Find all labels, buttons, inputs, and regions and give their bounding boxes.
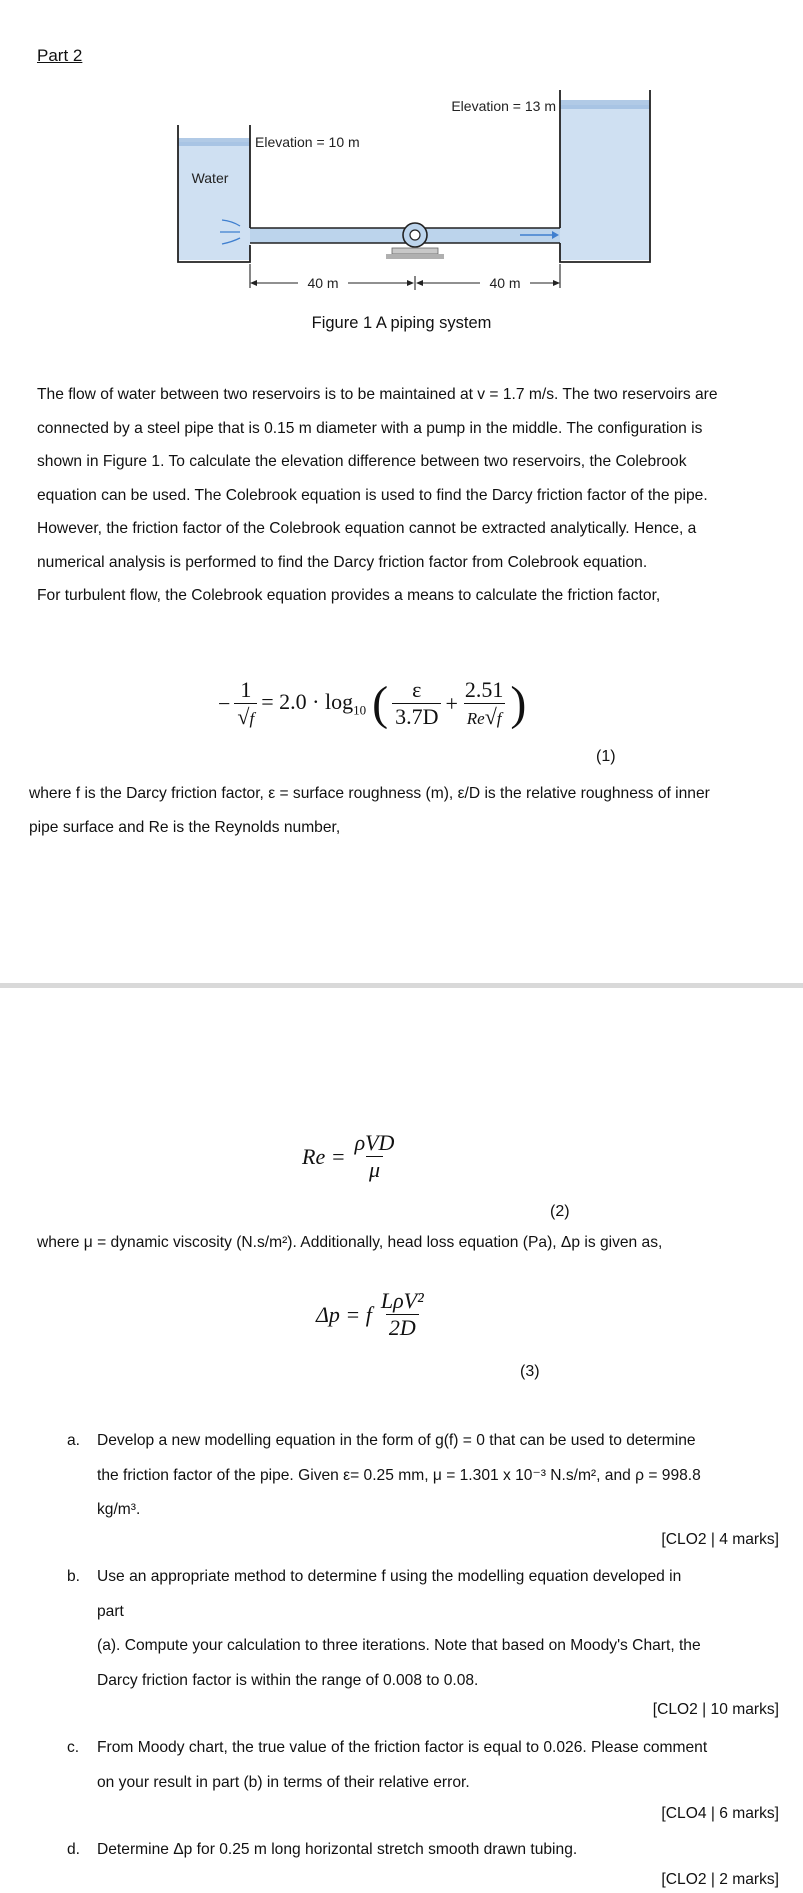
question-line: the friction factor of the pipe. Given ε= 0.25 mm, μ = 1.301 x 10⁻³ N.s/m², and ρ = 998.8 [97,1466,701,1484]
left-reservoir-water [178,142,250,260]
eq3-fraction [378,1288,427,1341]
intro-line: The flow of water between two reservoirs is to be maintained at v = 1.7 m/s. The two reservoirs are [37,386,718,403]
eq3-lhs: Δp = f [316,1301,372,1327]
question-line: Develop a new modelling equation in the form of g(f) = 0 that can be used to determine [97,1432,696,1449]
question-line: From Moody chart, the true value of the friction factor is equal to 0.026. Please comment [97,1739,708,1756]
question-d-marks: [CLO2 | 2 marks] [661,1871,779,1888]
eq1-coef-text: = 2.0 · log [261,688,354,714]
equation-number-3: (3) [520,1363,540,1380]
question-a-text [97,1424,777,1528]
right-reservoir-water [560,105,650,260]
eq2-numerator: ρVD [354,1130,395,1155]
where-line: pipe surface and Re is the Reynolds number, [29,819,341,836]
eq1-term2 [462,677,507,730]
intro-line: connected by a steel pipe that is 0.15 m diameter with a pump in the middle. The configuration is [37,419,703,437]
question-b-marks: [CLO2 | 10 marks] [652,1701,779,1718]
question-line: part [97,1602,124,1620]
question-line: on your result in part (b) in terms of their relative error. [97,1773,470,1791]
left-elevation-label: Elevation = 10 m [255,134,360,150]
eq1-close-paren: ) [510,677,527,730]
intro-line: For turbulent flow, the Colebrook equation provides a means to calculate the friction factor, [37,587,661,604]
question-c-marks: [CLO4 | 6 marks] [661,1805,779,1822]
question-b-letter: b. [67,1568,81,1585]
colebrook-equation: − $\frac{1}{√f}$ = $2.0 \cdot \log_{10}$ ( $\frac{\varepsilon}{3.7D}$ + $\frac{2.51}{Re√f}$ ) [218,677,527,730]
water-label: Water [191,170,229,186]
question-a-marks: [CLO2 | 4 marks] [661,1531,779,1548]
question-line: Darcy friction factor is within the range of 0.008 to 0.08. [97,1671,479,1689]
eq1-term1-denominator: 3.7D [392,703,441,730]
eq1-term2-denominator: Re√f [464,703,505,730]
question-c-text [97,1731,777,1800]
question-line: kg/m³. [97,1501,141,1518]
question-line: Determine Δp for 0.25 m long horizontal stretch smooth drawn tubing. [97,1841,578,1858]
eq2-fraction [352,1130,398,1183]
section-title: Part 2 [37,46,83,65]
left-dimension-label: 40 m [307,275,339,291]
question-d-text [97,1833,777,1868]
pump-stand [386,254,444,259]
eq1-coefficient [261,689,366,718]
question-a-letter: a. [67,1432,81,1449]
eq1-log-base: 10 [353,702,367,718]
question-d-letter: d. [67,1841,81,1858]
question-line: (a). Compute your calculation to three iterations. Note that based on Moody's Chart, the [97,1637,701,1654]
eq1-lhs-denominator: √f [234,703,257,730]
intro-paragraph [37,378,779,613]
intro-line: shown in Figure 1. To calculate the elevation difference between two reservoirs, the Colebrook [37,453,687,470]
left-water-surface [178,138,250,146]
eq1-term1-numerator: ε [412,677,422,702]
equation-number-1: (1) [596,748,616,765]
reynolds-equation [302,1130,397,1183]
eq1-term2-numerator: 2.51 [464,677,504,702]
right-dimension-label: 40 m [489,275,521,291]
eq3-numerator: LρV² [380,1288,424,1313]
equation-number-2: (2) [550,1203,570,1220]
head-loss-equation [316,1288,427,1341]
where-paragraph-1 [29,777,784,845]
eq1-plus: + [445,690,458,716]
intro-line: equation can be used. The Colebrook equation is used to find the Darcy friction factor of the pipe. [37,486,708,504]
pump-base [392,248,438,254]
figure-caption: Figure 1 A piping system [311,314,492,332]
where-line: where f is the Darcy friction factor, ε = surface roughness (m), ε/D is the relative roughness of inner [29,785,710,802]
piping-system-figure [160,80,660,310]
eq1-lhs-numerator: 1 [240,677,252,702]
eq1-lhs-fraction [234,677,257,730]
right-water-surface [560,100,650,109]
eq2-denominator: μ [366,1156,383,1183]
question-line: Use an appropriate method to determine f using the modelling equation developed in [97,1568,682,1585]
where-paragraph-2: where μ = dynamic viscosity (N.s/m²). Additionally, head loss equation (Pa), Δp is given as, [37,1234,663,1251]
page-divider [0,983,803,988]
right-elevation-label: Elevation = 13 m [451,98,556,114]
eq1-term1 [392,677,441,730]
question-c-letter: c. [67,1739,80,1756]
eq1-open-paren: ( [372,677,389,730]
intro-line: numerical analysis is performed to find the Darcy friction factor from Colebrook equation. [37,553,648,571]
eq3-denominator: 2D [386,1314,419,1341]
intro-line: However, the friction factor of the Colebrook equation cannot be extracted analytically. Hence, a [37,520,697,537]
question-b-text [97,1560,777,1698]
eq2-lhs: Re = [302,1143,346,1169]
